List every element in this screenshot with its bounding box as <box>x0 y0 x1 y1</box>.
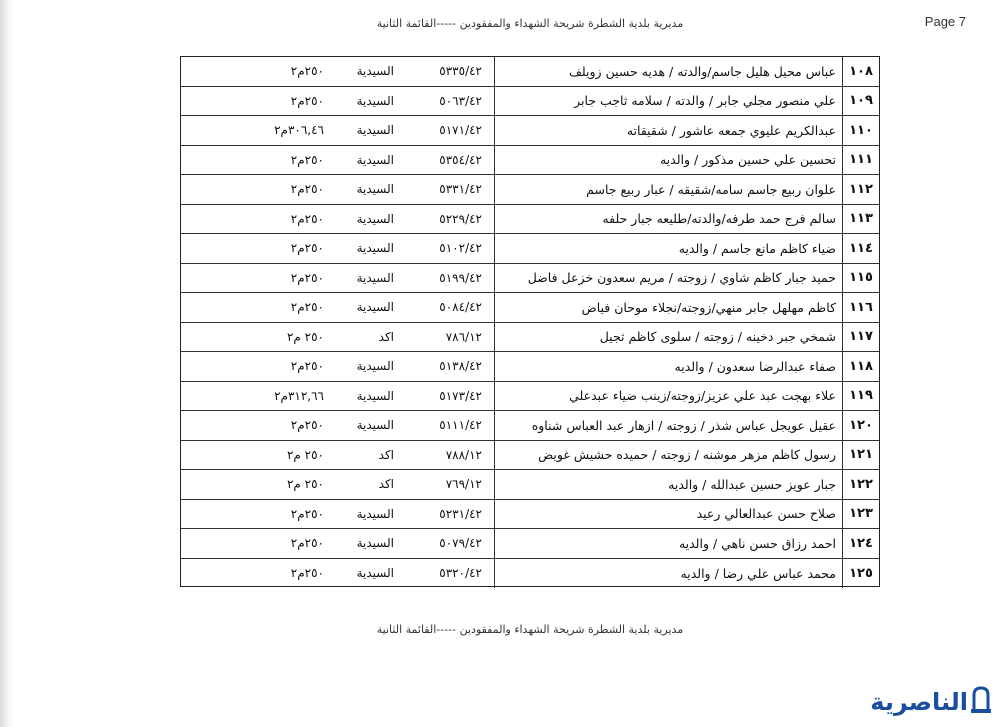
plot-details <box>179 529 494 558</box>
beneficiary-name: تحسين علي حسين مذكور / والديه <box>494 146 842 175</box>
row-number: ١١١ <box>842 146 879 175</box>
plot-area: ٢٥٠م٢ <box>290 64 324 79</box>
row-number: ١١٥ <box>842 264 879 293</box>
beneficiary-name: علي منصور مجلي جابر / والدته / سلامه ثاجب جابر <box>494 87 842 116</box>
plot-number: ٥١٩٩/٤٢ <box>439 270 482 285</box>
row-number: ١١٠ <box>842 116 879 145</box>
plot-details <box>179 264 494 293</box>
table-row <box>181 264 879 294</box>
district-name: السيدية <box>356 241 394 256</box>
table-row <box>181 529 879 559</box>
beneficiary-name: كاظم مهلهل جابر منهي/زوجته/نجلاء موحان فياض <box>494 293 842 322</box>
logo-text: الناصرية <box>870 688 968 716</box>
plot-details <box>179 411 494 440</box>
records-table <box>180 56 880 587</box>
row-number: ١١٤ <box>842 234 879 263</box>
plot-details <box>179 382 494 411</box>
beneficiary-name: عقيل عويجل عباس شذر / زوجته / ازهار عبد العباس شناوه <box>494 411 842 440</box>
row-number: ١١٢ <box>842 175 879 204</box>
district-name: السيدية <box>356 359 394 374</box>
plot-details <box>179 205 494 234</box>
beneficiary-name: عباس محيل هليل جاسم/والدته / هديه حسين زويلف <box>494 57 842 86</box>
plot-details <box>179 234 494 263</box>
plot-number: ٥٢٢٩/٤٢ <box>439 211 482 226</box>
district-name: السيدية <box>356 270 394 285</box>
row-number: ١١٩ <box>842 382 879 411</box>
beneficiary-name: حميد جبار كاظم شاوي / زوجته / مريم سعدون خزعل فاضل <box>494 264 842 293</box>
plot-area: ٢٥٠م٢ <box>290 182 324 197</box>
plot-details <box>179 146 494 175</box>
district-name: اكد <box>378 477 394 492</box>
plot-details <box>179 500 494 529</box>
table-row <box>181 87 879 117</box>
plot-number: ٥٠٦٣/٤٢ <box>439 93 482 108</box>
page-edge-shadow <box>0 0 14 727</box>
beneficiary-name: علوان ربيع جاسم سامه/شقيقه / عبار ربيع جاسم <box>494 175 842 204</box>
district-name: السيدية <box>356 506 394 521</box>
plot-number: ٥١١١/٤٢ <box>439 418 482 433</box>
district-name: اكد <box>378 447 394 462</box>
plot-number: ٥١٣٨/٤٢ <box>439 359 482 374</box>
table-row <box>181 382 879 412</box>
plot-details <box>179 116 494 145</box>
plot-area: ٢٥٠م٢ <box>290 270 324 285</box>
beneficiary-name: احمد رزاق حسن ناهي / والديه <box>494 529 842 558</box>
plot-area: ٢٥٠ م٢ <box>286 447 324 462</box>
plot-number: ٥٣٣١/٤٢ <box>439 182 482 197</box>
plot-number: ٥١٠٢/٤٢ <box>439 241 482 256</box>
table-row <box>181 57 879 87</box>
beneficiary-name: جبار عويز حسين عبدالله / والديه <box>494 470 842 499</box>
plot-number: ٥٢٣١/٤٢ <box>439 506 482 521</box>
district-name: اكد <box>378 329 394 344</box>
row-number: ١٠٩ <box>842 87 879 116</box>
plot-details <box>179 57 494 86</box>
plot-area: ٢٥٠م٢ <box>290 93 324 108</box>
plot-area: ٣١٢,٦٦م٢ <box>274 388 324 403</box>
district-name: السيدية <box>356 418 394 433</box>
plot-details <box>179 323 494 352</box>
plot-number: ٧٦٩/١٢ <box>445 477 482 492</box>
beneficiary-name: صلاح حسن عبدالعالي رعيد <box>494 500 842 529</box>
row-number: ١٢٢ <box>842 470 879 499</box>
plot-area: ٢٥٠م٢ <box>290 506 324 521</box>
plot-area: ٢٥٠م٢ <box>290 300 324 315</box>
plot-area: ٢٥٠م٢ <box>290 536 324 551</box>
table-row <box>181 146 879 176</box>
plot-area: ٢٥٠م٢ <box>290 566 324 581</box>
district-name: السيدية <box>356 93 394 108</box>
plot-area: ٣٠٦,٤٦م٢ <box>274 123 324 138</box>
row-number: ١٢١ <box>842 441 879 470</box>
plot-details <box>179 441 494 470</box>
beneficiary-name: شمخي جبر دخينه / زوجته / سلوى كاظم ثجيل <box>494 323 842 352</box>
table-row <box>181 323 879 353</box>
plot-number: ٥٠٧٩/٤٢ <box>439 536 482 551</box>
row-number: ١٢٥ <box>842 559 879 589</box>
row-number: ١١٨ <box>842 352 879 381</box>
plot-area: ٢٥٠ م٢ <box>286 477 324 492</box>
plot-number: ٥٠٨٤/٤٢ <box>439 300 482 315</box>
site-logo <box>867 683 992 721</box>
district-name: السيدية <box>356 211 394 226</box>
plot-number: ٧٨٨/١٢ <box>445 447 482 462</box>
table-row <box>181 500 879 530</box>
table-row <box>181 175 879 205</box>
plot-area: ٢٥٠م٢ <box>290 152 324 167</box>
district-name: السيدية <box>356 182 394 197</box>
beneficiary-name: محمد عباس علي رضا / والديه <box>494 559 842 589</box>
beneficiary-name: ضياء كاظم مانع جاسم / والديه <box>494 234 842 263</box>
district-name: السيدية <box>356 64 394 79</box>
page-number: Page 7 <box>924 14 966 29</box>
table-row <box>181 559 879 589</box>
beneficiary-name: رسول كاظم مزهر موشنه / زوجته / حميده حشيش غويض <box>494 441 842 470</box>
plot-details <box>179 352 494 381</box>
row-number: ١٠٨ <box>842 57 879 86</box>
beneficiary-name: علاء بهجت عبد علي عزيز/زوجته/زينب ضياء عبدعلي <box>494 382 842 411</box>
district-name: السيدية <box>356 536 394 551</box>
table-row <box>181 293 879 323</box>
plot-number: ٥١٧١/٤٢ <box>439 123 482 138</box>
plot-area: ٢٥٠م٢ <box>290 241 324 256</box>
district-name: السيدية <box>356 300 394 315</box>
beneficiary-name: عبدالكريم عليوي جمعه عاشور / شقيقاته <box>494 116 842 145</box>
beneficiary-name: صفاء عبدالرضا سعدون / والديه <box>494 352 842 381</box>
table-row <box>181 352 879 382</box>
row-number: ١١٧ <box>842 323 879 352</box>
plot-area: ٢٥٠م٢ <box>290 211 324 226</box>
ziggurat-logo-icon <box>970 685 992 719</box>
row-number: ١١٣ <box>842 205 879 234</box>
table-row <box>181 234 879 264</box>
header-title: مديرية بلدية الشطرة شريحة الشهداء والمفقودين -----القائمة الثانية <box>376 17 684 30</box>
row-number: ١٢٣ <box>842 500 879 529</box>
table-row <box>181 411 879 441</box>
district-name: السيدية <box>356 566 394 581</box>
plot-number: ٥٣٢٠/٤٢ <box>439 566 482 581</box>
plot-details <box>179 175 494 204</box>
district-name: السيدية <box>356 152 394 167</box>
row-number: ١١٦ <box>842 293 879 322</box>
plot-details <box>179 293 494 322</box>
plot-number: ٥١٧٣/٤٢ <box>439 388 482 403</box>
plot-area: ٢٥٠م٢ <box>290 418 324 433</box>
row-number: ١٢٠ <box>842 411 879 440</box>
plot-details <box>179 559 494 589</box>
plot-number: ٥٣٣٥/٤٢ <box>439 64 482 79</box>
beneficiary-name: سالم فرج حمد طرفه/والدته/طليعه جبار حلفه <box>494 205 842 234</box>
district-name: السيدية <box>356 388 394 403</box>
plot-area: ٢٥٠م٢ <box>290 359 324 374</box>
plot-area: ٢٥٠ م٢ <box>286 329 324 344</box>
table-row <box>181 116 879 146</box>
plot-details <box>179 87 494 116</box>
district-name: السيدية <box>356 123 394 138</box>
row-number: ١٢٤ <box>842 529 879 558</box>
table-row <box>181 470 879 500</box>
table-row <box>181 205 879 235</box>
plot-number: ٥٣٥٤/٤٢ <box>439 152 482 167</box>
table-row <box>181 441 879 471</box>
plot-number: ٧٨٦/١٢ <box>445 329 482 344</box>
footer-title: مديرية بلدية الشطرة شريحة الشهداء والمفقودين -----القائمة الثانية <box>376 623 684 636</box>
plot-details <box>179 470 494 499</box>
